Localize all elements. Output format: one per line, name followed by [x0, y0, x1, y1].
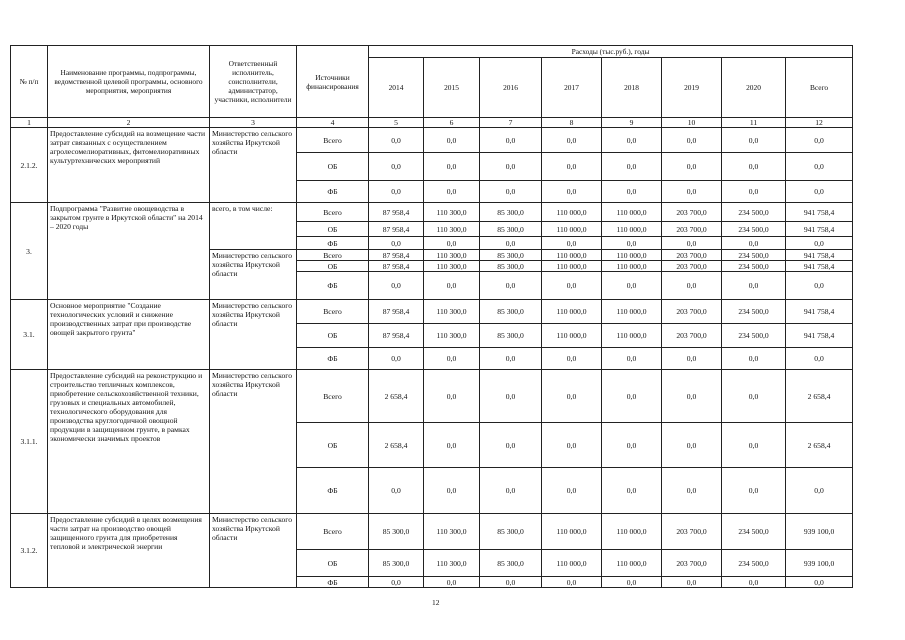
source-label: ОБ [297, 423, 369, 468]
source-label: Всего [297, 514, 369, 550]
value-cell: 87 958,4 [369, 324, 424, 348]
value-cell: 234 500,0 [722, 514, 786, 550]
value-cell: 110 000,0 [602, 250, 662, 261]
value-cell: 234 500,0 [722, 550, 786, 577]
column-number: 12 [786, 118, 853, 128]
value-cell: 0,0 [424, 237, 480, 250]
value-cell: 85 300,0 [480, 203, 542, 222]
value-cell: 0,0 [480, 153, 542, 181]
value-cell: 234 500,0 [722, 300, 786, 324]
row-name: Подпрограмма "Развитие овощеводства в закрытом грунте в Иркутской области" на 2014 – 2020 годы [48, 203, 210, 300]
value-cell: 0,0 [602, 348, 662, 370]
value-cell: 0,0 [369, 577, 424, 588]
value-cell: 0,0 [424, 153, 480, 181]
row-number: 3.1. [11, 300, 48, 370]
column-number: 3 [210, 118, 297, 128]
row-name: Предоставление субсидий в целях возмещения части затрат на производство овощей защищенного грунта для приобретения тепловой и электрической энергии [48, 514, 210, 588]
value-cell: 0,0 [542, 423, 602, 468]
source-label: ОБ [297, 261, 369, 272]
header-year: 2018 [602, 58, 662, 118]
value-cell: 0,0 [602, 370, 662, 423]
row-responsible: Министерство сельского хозяйства Иркутской области [210, 300, 297, 370]
header-expenses: Расходы (тыс.руб.), годы [369, 46, 853, 58]
value-cell: 0,0 [662, 128, 722, 153]
row-responsible: Министерство сельского хозяйства Иркутской области [210, 514, 297, 588]
value-cell: 0,0 [424, 348, 480, 370]
value-cell: 0,0 [542, 468, 602, 514]
value-cell: 0,0 [602, 237, 662, 250]
value-cell: 203 700,0 [662, 222, 722, 237]
value-cell: 0,0 [424, 272, 480, 300]
value-cell: 0,0 [424, 423, 480, 468]
value-cell: 234 500,0 [722, 324, 786, 348]
value-cell: 941 758,4 [786, 222, 853, 237]
value-cell: 110 000,0 [602, 222, 662, 237]
value-cell: 0,0 [480, 237, 542, 250]
column-number: 4 [297, 118, 369, 128]
value-cell: 0,0 [424, 370, 480, 423]
value-cell: 0,0 [662, 468, 722, 514]
header-responsible: Ответственный исполнитель, соисполнители, администратор, участники, исполнители [210, 46, 297, 118]
source-label: ОБ [297, 153, 369, 181]
column-number: 7 [480, 118, 542, 128]
value-cell: 0,0 [786, 153, 853, 181]
value-cell: 0,0 [480, 181, 542, 203]
value-cell: 0,0 [602, 128, 662, 153]
value-cell: 234 500,0 [722, 261, 786, 272]
header-year: 2019 [662, 58, 722, 118]
value-cell: 110 300,0 [424, 514, 480, 550]
value-cell: 203 700,0 [662, 203, 722, 222]
source-label: ФБ [297, 468, 369, 514]
value-cell: 85 300,0 [480, 514, 542, 550]
value-cell: 0,0 [722, 272, 786, 300]
value-cell: 0,0 [602, 423, 662, 468]
value-cell: 0,0 [662, 370, 722, 423]
header-num: № п/п [11, 46, 48, 118]
source-label: Всего [297, 128, 369, 153]
value-cell: 0,0 [722, 153, 786, 181]
value-cell: 939 100,0 [786, 550, 853, 577]
source-label: ФБ [297, 348, 369, 370]
value-cell: 0,0 [722, 237, 786, 250]
value-cell: 0,0 [602, 272, 662, 300]
value-cell: 203 700,0 [662, 324, 722, 348]
value-cell: 203 700,0 [662, 261, 722, 272]
value-cell: 0,0 [369, 348, 424, 370]
row-responsible: Министерство сельского хозяйства Иркутской области [210, 370, 297, 514]
value-cell: 0,0 [662, 348, 722, 370]
column-number-row [11, 118, 853, 128]
value-cell: 941 758,4 [786, 250, 853, 261]
value-cell: 85 300,0 [480, 261, 542, 272]
value-cell: 85 300,0 [369, 514, 424, 550]
row-responsible: всего, в том числе: [210, 203, 297, 250]
value-cell: 87 958,4 [369, 250, 424, 261]
value-cell: 941 758,4 [786, 203, 853, 222]
column-number: 1 [11, 118, 48, 128]
value-cell: 85 300,0 [480, 300, 542, 324]
value-cell: 0,0 [786, 468, 853, 514]
value-cell: 0,0 [602, 153, 662, 181]
value-cell: 0,0 [542, 272, 602, 300]
column-number: 5 [369, 118, 424, 128]
value-cell: 110 000,0 [542, 550, 602, 577]
value-cell: 0,0 [480, 272, 542, 300]
value-cell: 0,0 [424, 128, 480, 153]
value-cell: 0,0 [369, 153, 424, 181]
row-number: 3.1.2. [11, 514, 48, 588]
table-row [11, 514, 853, 550]
value-cell: 0,0 [542, 237, 602, 250]
value-cell: 0,0 [722, 468, 786, 514]
value-cell: 203 700,0 [662, 514, 722, 550]
value-cell: 0,0 [480, 423, 542, 468]
row-responsible: Министерство сельского хозяйства Иркутской области [210, 250, 297, 300]
value-cell: 110 000,0 [602, 514, 662, 550]
header-year: 2016 [480, 58, 542, 118]
header-year: 2014 [369, 58, 424, 118]
value-cell: 234 500,0 [722, 222, 786, 237]
header-year: 2020 [722, 58, 786, 118]
header-year: 2015 [424, 58, 480, 118]
value-cell: 203 700,0 [662, 300, 722, 324]
value-cell: 85 300,0 [480, 222, 542, 237]
value-cell: 0,0 [722, 128, 786, 153]
value-cell: 110 000,0 [542, 514, 602, 550]
value-cell: 0,0 [602, 181, 662, 203]
value-cell: 110 300,0 [424, 300, 480, 324]
row-name: Основное мероприятие "Создание технологических условий и снижение производственных затрат при производстве овощей закрытого грунта" [48, 300, 210, 370]
source-label: Всего [297, 370, 369, 423]
table-row [11, 128, 853, 153]
value-cell: 2 658,4 [369, 370, 424, 423]
value-cell: 110 000,0 [602, 550, 662, 577]
value-cell: 0,0 [722, 577, 786, 588]
value-cell: 0,0 [786, 181, 853, 203]
value-cell: 0,0 [542, 370, 602, 423]
value-cell: 0,0 [786, 348, 853, 370]
value-cell: 0,0 [369, 181, 424, 203]
value-cell: 0,0 [786, 577, 853, 588]
value-cell: 234 500,0 [722, 250, 786, 261]
value-cell: 87 958,4 [369, 203, 424, 222]
value-cell: 110 000,0 [542, 261, 602, 272]
value-cell: 0,0 [542, 577, 602, 588]
column-number: 2 [48, 118, 210, 128]
value-cell: 0,0 [662, 237, 722, 250]
value-cell: 0,0 [722, 423, 786, 468]
value-cell: 0,0 [480, 468, 542, 514]
value-cell: 0,0 [424, 577, 480, 588]
source-label: Всего [297, 300, 369, 324]
value-cell: 0,0 [424, 181, 480, 203]
value-cell: 110 000,0 [602, 300, 662, 324]
column-number: 8 [542, 118, 602, 128]
table-row [11, 300, 853, 324]
value-cell: 0,0 [662, 577, 722, 588]
source-label: ФБ [297, 577, 369, 588]
row-name: Предоставление субсидий на реконструкцию и строительство тепличных комплексов, приобретение сельскохозяйственной техники, грузовых и специальных автомобилей, технологического оборудования для производства круглогодичной овощной продукции в защищенном грунте, в рамках экономически значимых проектов [48, 370, 210, 514]
value-cell: 87 958,4 [369, 222, 424, 237]
value-cell: 0,0 [542, 128, 602, 153]
source-label: ФБ [297, 181, 369, 203]
value-cell: 110 000,0 [602, 261, 662, 272]
value-cell: 110 000,0 [542, 222, 602, 237]
page-number: 12 [432, 598, 440, 607]
value-cell: 0,0 [369, 237, 424, 250]
value-cell: 110 000,0 [602, 324, 662, 348]
source-label: Всего [297, 203, 369, 222]
column-number: 9 [602, 118, 662, 128]
row-number: 2.1.2. [11, 128, 48, 203]
value-cell: 941 758,4 [786, 324, 853, 348]
source-label: Всего [297, 250, 369, 261]
header-year: 2017 [542, 58, 602, 118]
value-cell: 110 000,0 [542, 324, 602, 348]
table-row [11, 203, 853, 222]
value-cell: 203 700,0 [662, 550, 722, 577]
header-source: Источники финансирования [297, 46, 369, 118]
value-cell: 0,0 [480, 348, 542, 370]
value-cell: 0,0 [480, 128, 542, 153]
value-cell: 0,0 [480, 577, 542, 588]
row-number: 3.1.1. [11, 370, 48, 514]
header-row [11, 46, 853, 58]
value-cell: 110 300,0 [424, 222, 480, 237]
value-cell: 0,0 [542, 181, 602, 203]
value-cell: 110 300,0 [424, 550, 480, 577]
value-cell: 0,0 [722, 370, 786, 423]
value-cell: 0,0 [424, 468, 480, 514]
source-label: ОБ [297, 222, 369, 237]
column-number: 10 [662, 118, 722, 128]
source-label: ОБ [297, 550, 369, 577]
value-cell: 939 100,0 [786, 514, 853, 550]
header-total: Всего [786, 58, 853, 118]
value-cell: 941 758,4 [786, 300, 853, 324]
value-cell: 0,0 [786, 128, 853, 153]
value-cell: 0,0 [602, 468, 662, 514]
value-cell: 85 300,0 [369, 550, 424, 577]
column-number: 11 [722, 118, 786, 128]
value-cell: 87 958,4 [369, 261, 424, 272]
value-cell: 87 958,4 [369, 300, 424, 324]
row-responsible: Министерство сельского хозяйства Иркутской области [210, 128, 297, 203]
value-cell: 203 700,0 [662, 250, 722, 261]
row-number: 3. [11, 203, 48, 300]
source-label: ФБ [297, 272, 369, 300]
header-name: Наименование программы, подпрограммы, ведомственной целевой программы, основного мероприятия, мероприятия [48, 46, 210, 118]
value-cell: 2 658,4 [369, 423, 424, 468]
value-cell: 85 300,0 [480, 550, 542, 577]
value-cell: 0,0 [662, 272, 722, 300]
value-cell: 0,0 [480, 370, 542, 423]
value-cell: 0,0 [542, 153, 602, 181]
source-label: ОБ [297, 324, 369, 348]
value-cell: 85 300,0 [480, 324, 542, 348]
value-cell: 110 000,0 [542, 203, 602, 222]
value-cell: 0,0 [662, 423, 722, 468]
value-cell: 0,0 [369, 272, 424, 300]
value-cell: 0,0 [369, 128, 424, 153]
budget-table [10, 45, 853, 588]
column-number: 6 [424, 118, 480, 128]
row-name: Предоставление субсидий на возмещение части затрат связанных с осуществлением агролесомелиоративных, фитомелиоративных культуртехнических мероприятий [48, 128, 210, 203]
value-cell: 0,0 [722, 348, 786, 370]
value-cell: 0,0 [662, 153, 722, 181]
value-cell: 2 658,4 [786, 370, 853, 423]
value-cell: 0,0 [786, 272, 853, 300]
value-cell: 110 000,0 [602, 203, 662, 222]
value-cell: 85 300,0 [480, 250, 542, 261]
value-cell: 941 758,4 [786, 261, 853, 272]
value-cell: 110 000,0 [542, 250, 602, 261]
value-cell: 0,0 [662, 181, 722, 203]
value-cell: 110 300,0 [424, 261, 480, 272]
value-cell: 2 658,4 [786, 423, 853, 468]
value-cell: 0,0 [602, 577, 662, 588]
value-cell: 110 300,0 [424, 203, 480, 222]
value-cell: 0,0 [786, 237, 853, 250]
table-row [11, 370, 853, 423]
value-cell: 0,0 [369, 468, 424, 514]
value-cell: 110 000,0 [542, 300, 602, 324]
value-cell: 110 300,0 [424, 250, 480, 261]
value-cell: 0,0 [542, 348, 602, 370]
value-cell: 0,0 [722, 181, 786, 203]
value-cell: 110 300,0 [424, 324, 480, 348]
value-cell: 234 500,0 [722, 203, 786, 222]
source-label: ФБ [297, 237, 369, 250]
